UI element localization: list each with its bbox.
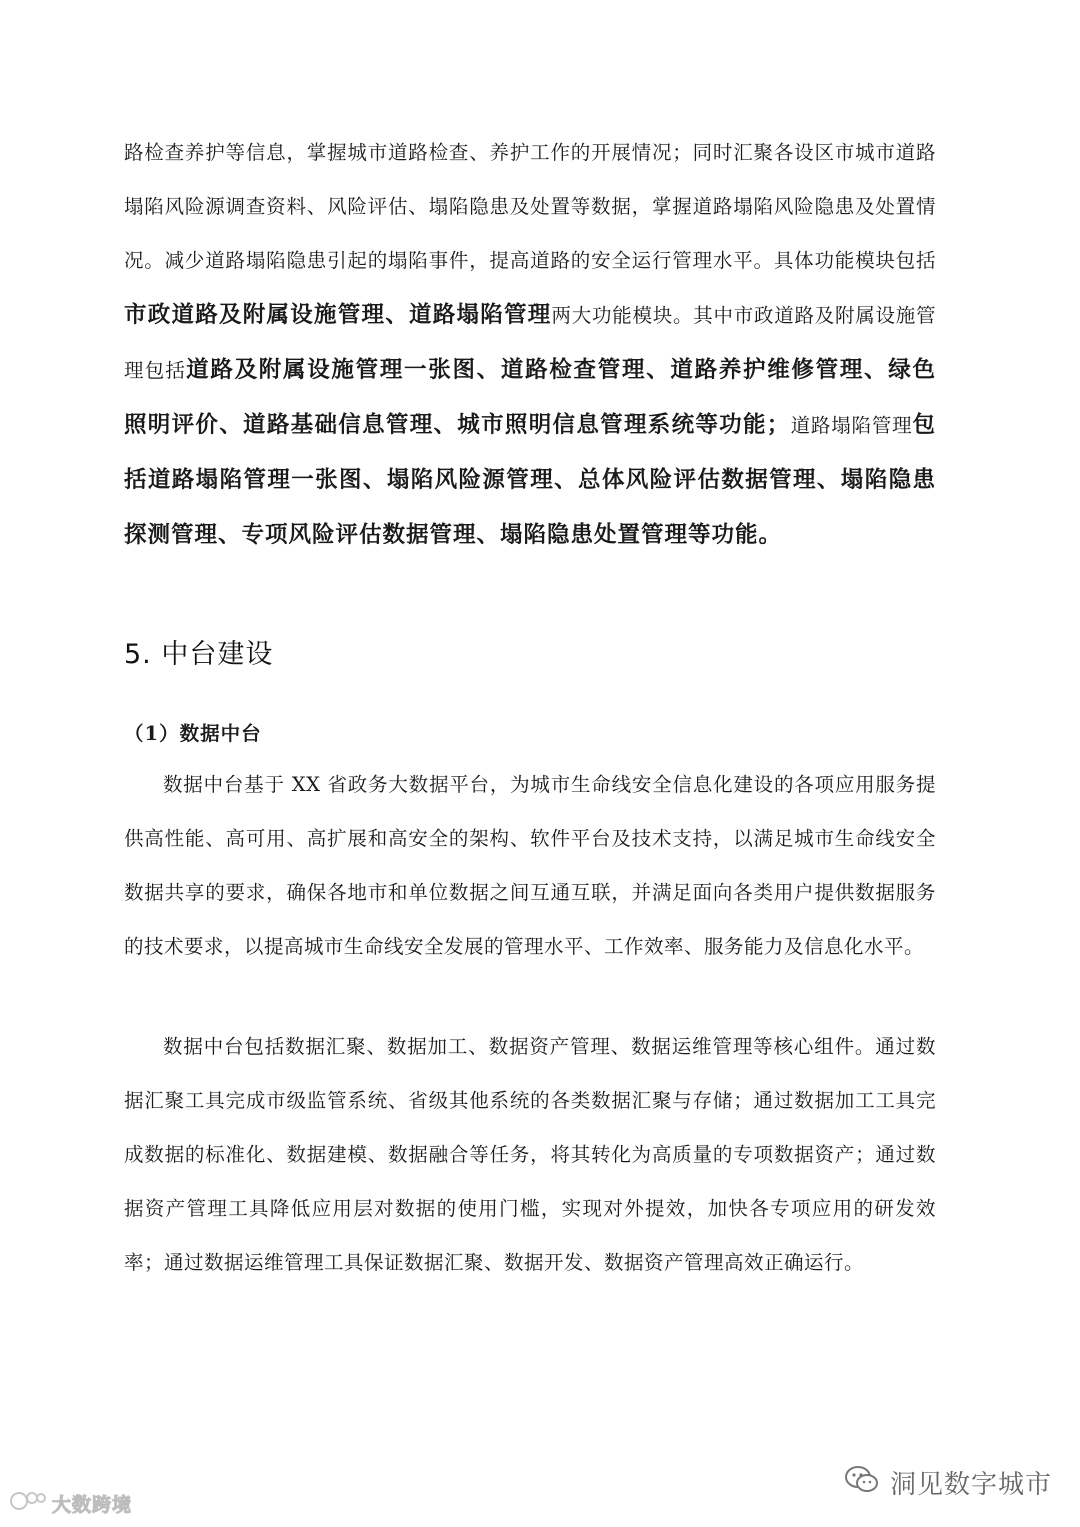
intro-bold-1: 市政道路及附属设施管理、道路塌陷管理	[124, 302, 552, 328]
intro-text-2: 两大功能模块。其中市政道路及附属设施管理包括	[124, 304, 936, 382]
wechat-icon	[844, 1465, 880, 1499]
paragraph-data-platform-components: 数据中台包括数据汇聚、数据加工、数据资产管理、数据运维管理等核心组件。通过数据汇聚工具完成市级监管系统、省级其他系统的各类数据汇聚与存储；通过数据加工工具完成数据的标准化、数据建模、数据融合等任务，将其转化为高质量的专项数据资产；通过数据资产管理工具降低应用层对数据的使用门槛，实现对外提效，加快各专项应用的研发效率；通过数据运维管理工具保证数据汇聚、数据开发、数据资产管理高效正确运行。	[124, 1035, 936, 1274]
intro-bold-3: 包括道路塌陷管理一张图、塌陷风险源管理、总体风险评估数据管理、塌陷隐患探测管理、专项风险评估数据管理、塌陷隐患处置管理等功能。	[124, 412, 936, 548]
paragraph-intro	[124, 126, 936, 563]
watermark-right-text: 洞见数字城市	[889, 1469, 1052, 1500]
intro-bold-2: 道路及附属设施管理一张图、道路检查管理、道路养护维修管理、绿色照明评价、道路基础信息管理、城市照明信息管理系统等功能；	[124, 357, 936, 438]
intro-text-1: 路检查养护等信息，掌握城市道路检查、养护工作的开展情况；同时汇聚各设区市城市道路塌陷风险源调查资料、风险评估、塌陷隐患及处置等数据，掌握道路塌陷风险隐患及处置情况。减少道路塌陷隐患引起的塌陷事件，提高道路的安全运行管理水平。具体功能模块包括	[124, 141, 936, 272]
paragraph-data-platform-overview: 数据中台基于 XX 省政务大数据平台，为城市生命线安全信息化建设的各项应用服务提供高性能、高可用、高扩展和高安全的架构、软件平台及技术支持，以满足城市生命线安全数据共享的要求，确保各地市和单位数据之间互通互联，并满足面向各类用户提供数据服务的技术要求，以提高城市生命线安全发展的管理水平、工作效率、服务能力及信息化水平。	[124, 773, 936, 958]
intro-text-3: 道路塌陷管理	[790, 414, 913, 437]
section-heading: 5. 中台建设	[124, 639, 274, 670]
watermark-right	[844, 1462, 1052, 1502]
watermark-left-text: 大数跨境	[52, 1493, 133, 1516]
subsection-heading: （1）数据中台	[124, 722, 262, 745]
kaola-logo-icon	[10, 1490, 46, 1516]
watermark-left	[10, 1488, 132, 1518]
